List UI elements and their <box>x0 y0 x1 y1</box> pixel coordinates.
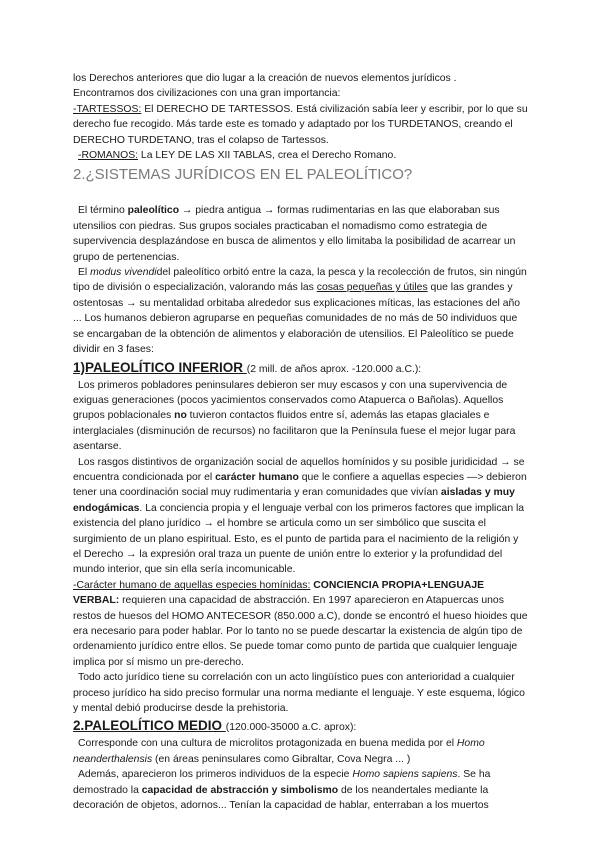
intro-line-2: Encontramos dos civilizaciones con una gran importancia: <box>73 88 341 100</box>
paragraph-rasgos-distintivos: Los rasgos distintivos de organización social de aquellos homínidos y su posible juridicidad → se encuentra condicionada por el carácter humano que le confiere a aquellas especies —> debieron tener una coordinación social muy rudimentaria y eran comunidades que vivían aisladas y muy endogámicas. La conciencia propia y el lenguaje verbal con los primeros factores que implican la existencia del plano jurídico → el hombre se articula como un ser simbólico que suscita el surgimiento de un plano espiritual. Esto, es el punto de partida para el nacimiento de la religión y el Derecho → la expresión oral traza un puente de unión entre lo exterior y la profundidad del mundo interior, que sin ella sería incomunicable. <box>73 456 527 576</box>
paragraph-modus-vivendi: El modus vivendidel paleolítico orbitó entre la caza, la pesca y la recolección de frutos, sin ningún tipo de división o especialización, valorando más las cosas pequeñas y útiles que las grandes y ostentosas → su mentalidad orbitaba alrededor sus explicaciones míticas, las estaciones del año ... Los humanos debieron agruparse en pequeñas comunidades de no más de 50 individuos que se encargaban de la obtención de alimentos y elaboración de utensilios. El Paleolítico se puede dividir en 3 fases: <box>73 267 527 356</box>
paragraph-caracter-humano: -Carácter humano de aquellas especies homínidas: CONCIENCIA PROPIA+LENGUAJE VERBAL: requieren una capacidad de abstracción. En 1997 aparecieron en Atapuercas unos restos de huesos del HOMO ANTECESOR (850.000 a.C), donde se encontró el hueso hioides que era necesario para poder hablar. Por lo tanto no se puede descartar la existencia de algún tipo de ordenamiento jurídico entre ellos. Se puede tomar como punto de partida que cualquier lenguaje implica por sí mismo un pre-derecho. <box>73 579 528 668</box>
section-heading: 2.¿SISTEMAS JURÍDICOS EN EL PALEOLÍTICO? <box>73 166 413 184</box>
paragraph-microlitos: Corresponde con una cultura de microlitos protagonizada en buena medida por el Homo neanderthalensis (en áreas peninsulares como Gibraltar, Cova Negra ... ) <box>73 738 485 765</box>
tartessos-paragraph: -TARTESSOS: El DERECHO DE TARTESSOS. Está civilización sabía leer y escribir, por lo que su derecho fue recogido. Más tarde este es tomado y adaptado por los TURDETANOS, creando el DERECHO TURDETANO, tras el colapso de Tartessos. <box>73 103 528 146</box>
tartessos-label: -TARTESSOS: <box>73 103 142 115</box>
intro-line-1: los Derechos anteriores que dio lugar a la creación de nuevos elementos jurídicos . <box>73 73 457 84</box>
heading-paleolitico-inferior: 1)PALEOLÍTICO INFERIOR (2 mill. de años aprox. -120.000 a.C.): <box>73 359 422 375</box>
document-page <box>73 71 528 813</box>
romanos-paragraph: -ROMANOS: La LEY DE LAS XII TABLAS, crea el Derecho Romano. <box>78 150 397 162</box>
paragraph-homo-sapiens: Además, aparecieron los primeros individuos de la especie Homo sapiens sapiens. Se ha demostrado la capacidad de abstracción y simbolismo de los neandertales mediante la decoración de objetos, adornos... Tenían la capacidad de hablar, enterraban a los muertos <box>73 769 491 812</box>
paragraph-primeros-pobladores: Los primeros pobladores peninsulares debieron ser muy escasos y con una supervivencia de exiguas generaciones (pocos yacimientos conservados como Atapuerca o Bañolas). Aquellos grupos poblacionales no tuvieron contactos fluidos entre sí, además las etapas glaciales e interglaciales (disminución de recursos) no facilitaron que la Península fuese el mejor lugar para asentarse. <box>73 379 516 453</box>
paragraph-acto-juridico: Todo acto jurídico tiene su correlación con un acto lingüístico pues con anterioridad a cualquier proceso jurídico ha sido preciso formular una norma mediante el lenguaje. Y este esquema, lógico y mental debió producirse desde la prehistoria. <box>73 672 525 715</box>
romanos-label: -ROMANOS: <box>78 150 139 162</box>
heading-paleolitico-medio: 2.PALEOLÍTICO MEDIO (120.000-35000 a.C. aprox): <box>73 718 357 734</box>
paragraph-paleolitico-term: El término paleolítico → piedra antigua → formas rudimentarias en las que elaboraban sus utensilios con piedras. Sus grupos sociales practicaban el nomadismo como estrategia de supervivencia desplazándose en busca de alimentos y ello limitaba la posibilidad de acarrear un grupo de pertenencias. <box>73 205 516 263</box>
